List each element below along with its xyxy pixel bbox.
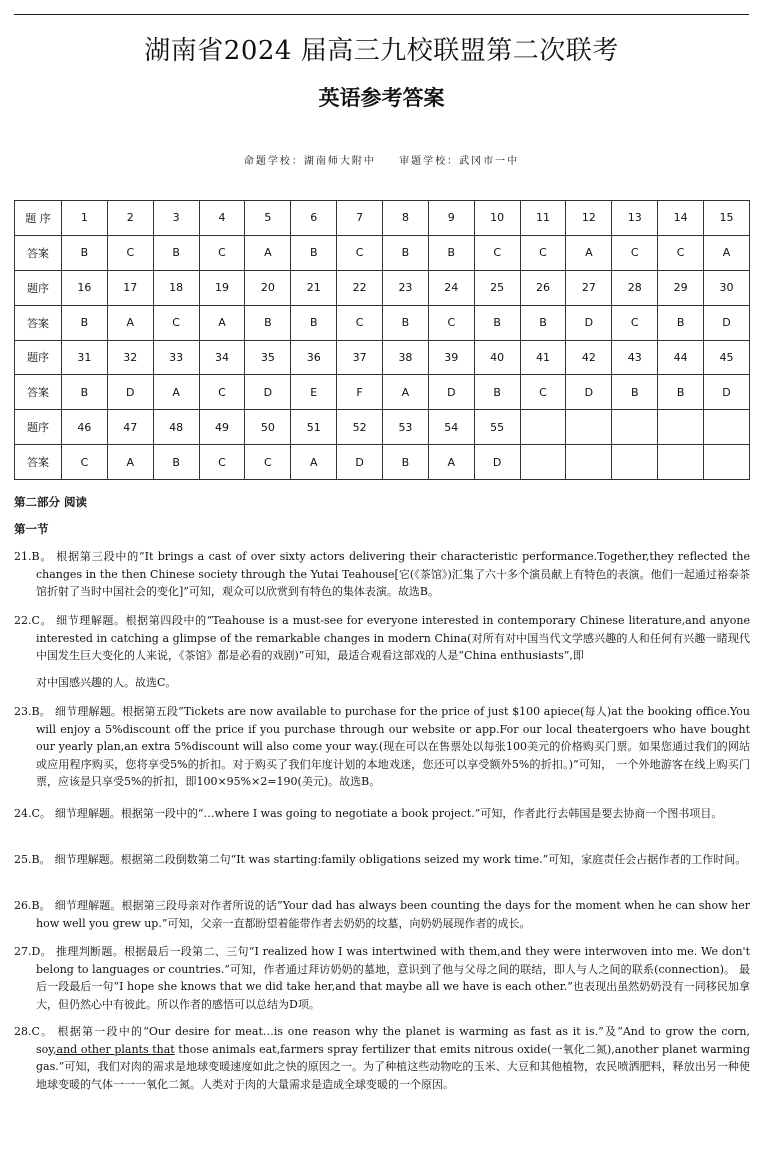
question-number-cell: 15 [704, 201, 750, 236]
answer-cell: C [199, 375, 245, 410]
answer-cell: D [704, 305, 750, 340]
explanation-23 [14, 703, 750, 791]
question-number-cell: 17 [107, 270, 153, 305]
question-number-cell: 42 [566, 340, 612, 375]
answer-cell: B [153, 445, 199, 480]
row-label-answer: 答案 [15, 375, 62, 410]
explanation-21 [14, 548, 750, 601]
question-number-cell: 11 [520, 201, 566, 236]
question-number-cell: 3 [153, 201, 199, 236]
answer-cell: B [474, 305, 520, 340]
question-number-cell: 28 [612, 270, 658, 305]
question-number-cell: 14 [658, 201, 704, 236]
question-number-cell: 23 [383, 270, 429, 305]
answer-cell: D [337, 445, 383, 480]
answer-cell: D [566, 305, 612, 340]
answer-cell: D [245, 375, 291, 410]
item-text: 根据第一段中的“Our desire for meat…is one reason why the planet is warming as fast as it is.”及“And to grow the corn, so [36, 1025, 750, 1056]
question-number-cell: 53 [383, 410, 429, 445]
answer-row [15, 305, 750, 340]
answer-cell: A [704, 235, 750, 270]
answer-cell: A [383, 375, 429, 410]
answer-cell: D [474, 445, 520, 480]
answer-cell [612, 445, 658, 480]
explanation-22 [14, 612, 750, 691]
answer-cell [658, 445, 704, 480]
item-number: 28.C。 [14, 1025, 54, 1038]
question-number-row [15, 340, 750, 375]
answer-cell: B [62, 375, 108, 410]
answer-cell: C [199, 235, 245, 270]
item-number: 24.C。 [14, 807, 51, 820]
question-number-cell [658, 410, 704, 445]
question-number-cell: 12 [566, 201, 612, 236]
question-number-cell: 16 [62, 270, 108, 305]
question-number-cell: 37 [337, 340, 383, 375]
answer-cell: A [291, 445, 337, 480]
top-rule [14, 14, 749, 15]
question-number-cell: 21 [291, 270, 337, 305]
item-number: 27.D。 [14, 945, 53, 958]
answer-cell: D [704, 375, 750, 410]
school-credits [0, 152, 763, 167]
answer-cell: D [107, 375, 153, 410]
question-number-cell: 52 [337, 410, 383, 445]
explanation-24 [14, 805, 750, 823]
answer-cell: C [428, 305, 474, 340]
answer-cell [566, 445, 612, 480]
answer-cell [520, 445, 566, 480]
question-number-row [15, 270, 750, 305]
answer-cell: A [245, 235, 291, 270]
answer-cell: C [612, 235, 658, 270]
item-text: 细节理解题。根据第五段“Tickets are now available to purchase for the price of just $100 apiece(每人)at the booking office.You will enjoy a 5%discount off the price if you purchase through our website or app.For our local theatergoers who have bought our yearly plan,an extra 5%discount will also come your way.(现在可以在售票处以每张100美元的价格购买门票。如果您通过我们的网站或应用程序购买，您将享受5%的折扣。对于购买了我们年度计划的本地戏迷，您还可以享受额外5%的折扣。)”可知， 一个外地游客在线上购买门票，应该是只享受5%的折扣，即100×95%×2=190(美元)。故选B。 [36, 705, 751, 788]
reviewer-school: 审题学校：武冈市一中 [399, 156, 520, 167]
question-number-row [15, 410, 750, 445]
answer-cell: C [612, 305, 658, 340]
answer-cell: B [62, 305, 108, 340]
question-number-cell: 24 [428, 270, 474, 305]
item-number: 26.B。 [14, 899, 51, 912]
question-number-cell: 34 [199, 340, 245, 375]
answer-cell: B [245, 305, 291, 340]
item-text: 根据第三段中的“It brings a cast of over sixty actors delivering their characteristic performance.Together,they reflected the changes in the then Chinese society through the Yutai Teahouse[它(《茶馆》)汇集了六十多个演员献上有特色的表演。他们一起通过裕泰茶馆折射了当时中国社会的变化]”可知，观众可以欣赏到有特色的集体表演。故选B。 [36, 550, 751, 598]
row-label-question: 题序 [15, 340, 62, 375]
question-number-cell: 4 [199, 201, 245, 236]
answer-cell: F [337, 375, 383, 410]
answer-cell: A [107, 305, 153, 340]
answer-cell: B [62, 235, 108, 270]
answer-cell: B [383, 235, 429, 270]
item-number: 25.B。 [14, 853, 51, 866]
question-number-cell: 1 [62, 201, 108, 236]
answer-cell: C [337, 235, 383, 270]
question-number-row [15, 201, 750, 236]
question-number-cell: 29 [658, 270, 704, 305]
answer-cell: B [153, 235, 199, 270]
question-number-cell: 47 [107, 410, 153, 445]
item-text: 细节理解题。根据第一段中的“…where I was going to negotiate a book project.”可知，作者此行去韩国是要去协商一个图书项目。 [54, 807, 723, 820]
question-number-cell: 32 [107, 340, 153, 375]
question-number-cell: 35 [245, 340, 291, 375]
item-text-rest: those animals eat,farmers spray fertilizer that emits nitrous oxide(一氧化二氮),another planet warming gas.”可知，我们对肉的需求是地球变暖速度如此之快的原因之一。为了种植这些动物吃的玉米、大豆和其他植物，农民喷洒肥料，释放出另一种使地球变暖的气体一一一氧化二氮。人类对于肉的大量需求是造成全球变暖的一个原因。 [36, 1042, 750, 1091]
subsection-heading: 第一节 [14, 522, 49, 536]
row-label-question: 题序 [15, 410, 62, 445]
question-number-cell: 6 [291, 201, 337, 236]
question-number-cell: 20 [245, 270, 291, 305]
answer-cell [704, 445, 750, 480]
underlined-phrase: y,and other plants that [48, 1042, 175, 1056]
explanation-25 [14, 851, 750, 869]
question-number-cell: 27 [566, 270, 612, 305]
answer-cell: D [428, 375, 474, 410]
answer-row [15, 375, 750, 410]
item-number: 23.B。 [14, 705, 51, 718]
answer-cell: B [291, 305, 337, 340]
answer-cell: C [199, 445, 245, 480]
question-number-cell: 9 [428, 201, 474, 236]
question-number-cell: 13 [612, 201, 658, 236]
section-heading: 第二部分 阅读 [14, 495, 88, 509]
answer-cell: C [520, 375, 566, 410]
question-number-cell: 8 [383, 201, 429, 236]
question-number-cell: 50 [245, 410, 291, 445]
question-number-cell: 22 [337, 270, 383, 305]
answer-cell: E [291, 375, 337, 410]
answer-cell: A [566, 235, 612, 270]
answer-table [14, 200, 750, 480]
question-number-cell: 39 [428, 340, 474, 375]
answer-cell: B [383, 445, 429, 480]
item-text: 细节理解题。根据第四段中的“Teahouse is a must-see for everyone interested in contemporary Chinese literature,and anyone interested in catching a glimpse of the remarkable changes in modern China(对所有对中国当代文学感兴趣的人和任何有兴趣一睹现代中国发生巨大变化的人来说，《茶馆》都是必看的戏剧)”可知，最适合观看这部戏的人是“China enthusiasts”,即 [36, 614, 750, 662]
question-number-cell: 19 [199, 270, 245, 305]
question-number-cell: 31 [62, 340, 108, 375]
page-title: 湖南省2024 届高三九校联盟第二次联考 [144, 36, 619, 66]
answer-cell: C [337, 305, 383, 340]
item-number: 21.B。 [14, 550, 53, 563]
answer-cell: C [658, 235, 704, 270]
answer-cell: D [566, 375, 612, 410]
row-label-answer: 答案 [15, 305, 62, 340]
question-number-cell [566, 410, 612, 445]
answer-cell: B [658, 375, 704, 410]
question-number-cell: 10 [474, 201, 520, 236]
item-continuation: 对中国感兴趣的人。故选C。 [36, 675, 177, 689]
answer-cell: C [107, 235, 153, 270]
question-number-cell: 51 [291, 410, 337, 445]
answer-cell: B [291, 235, 337, 270]
answer-cell: B [658, 305, 704, 340]
answer-row [15, 235, 750, 270]
question-number-cell [520, 410, 566, 445]
question-number-cell: 54 [428, 410, 474, 445]
question-number-cell: 46 [62, 410, 108, 445]
question-number-cell: 44 [658, 340, 704, 375]
answer-cell: C [153, 305, 199, 340]
question-number-cell: 45 [704, 340, 750, 375]
row-label-question: 题序 [15, 270, 62, 305]
explanation-28 [14, 1023, 750, 1093]
question-number-cell [704, 410, 750, 445]
answer-cell: A [107, 445, 153, 480]
answer-cell: C [474, 235, 520, 270]
question-number-cell: 43 [612, 340, 658, 375]
question-number-cell: 30 [704, 270, 750, 305]
item-text: 细节理解题。根据第三段母亲对作者所说的话“Your dad has always been counting the days for the moment when he can show her how well you grew up.”可知，父亲一直都盼望着能带作者去奶奶的坟墓，向奶奶展现作者的成长。 [36, 899, 750, 930]
question-number-cell: 7 [337, 201, 383, 236]
answer-cell: C [520, 235, 566, 270]
question-number-cell: 5 [245, 201, 291, 236]
question-number-cell: 18 [153, 270, 199, 305]
question-number-cell: 26 [520, 270, 566, 305]
question-number-cell: 49 [199, 410, 245, 445]
question-number-cell [612, 410, 658, 445]
answer-cell: B [520, 305, 566, 340]
row-label-question: 题 序 [15, 201, 62, 236]
item-text: 推理判断题。根据最后一段第二、三句“I realized how I was intertwined with them,and they were interwoven into me. We don't belong to languages or countries.”可知，作者通过拜访奶奶的墓地，意识到了他与父母之间的联结，即人与人之间的联系(connection)。 最后一段最后一句“I hope she knows that we did take her,and that maybe all we have is each other.”也表现出虽然奶奶没有一同移民加拿大，但仍然心中有彼此。所以作者的感悟可以总结为D项。 [36, 945, 750, 1011]
answer-cell: C [62, 445, 108, 480]
answer-cell: B [428, 235, 474, 270]
explanation-27 [14, 943, 750, 1013]
answer-cell: B [383, 305, 429, 340]
proposer-school: 命题学校：湖南师大附中 [243, 156, 376, 167]
answer-cell: A [153, 375, 199, 410]
question-number-cell: 55 [474, 410, 520, 445]
answer-row [15, 445, 750, 480]
row-label-answer: 答案 [15, 235, 62, 270]
question-number-cell: 2 [107, 201, 153, 236]
answer-cell: A [428, 445, 474, 480]
answer-cell: C [245, 445, 291, 480]
answer-cell: B [474, 375, 520, 410]
row-label-answer: 答案 [15, 445, 62, 480]
answer-cell: B [612, 375, 658, 410]
item-number: 22.C。 [14, 614, 53, 627]
question-number-cell: 41 [520, 340, 566, 375]
question-number-cell: 48 [153, 410, 199, 445]
question-number-cell: 38 [383, 340, 429, 375]
question-number-cell: 33 [153, 340, 199, 375]
answer-cell: A [199, 305, 245, 340]
page-subtitle: 英语参考答案 [318, 86, 445, 110]
explanation-26 [14, 897, 750, 932]
item-text: 细节理解题。根据第二段倒数第二句“It was starting:family obligations seized my work time.”可知，家庭责任会占据作者的工作时间。 [54, 853, 747, 866]
question-number-cell: 25 [474, 270, 520, 305]
question-number-cell: 36 [291, 340, 337, 375]
question-number-cell: 40 [474, 340, 520, 375]
